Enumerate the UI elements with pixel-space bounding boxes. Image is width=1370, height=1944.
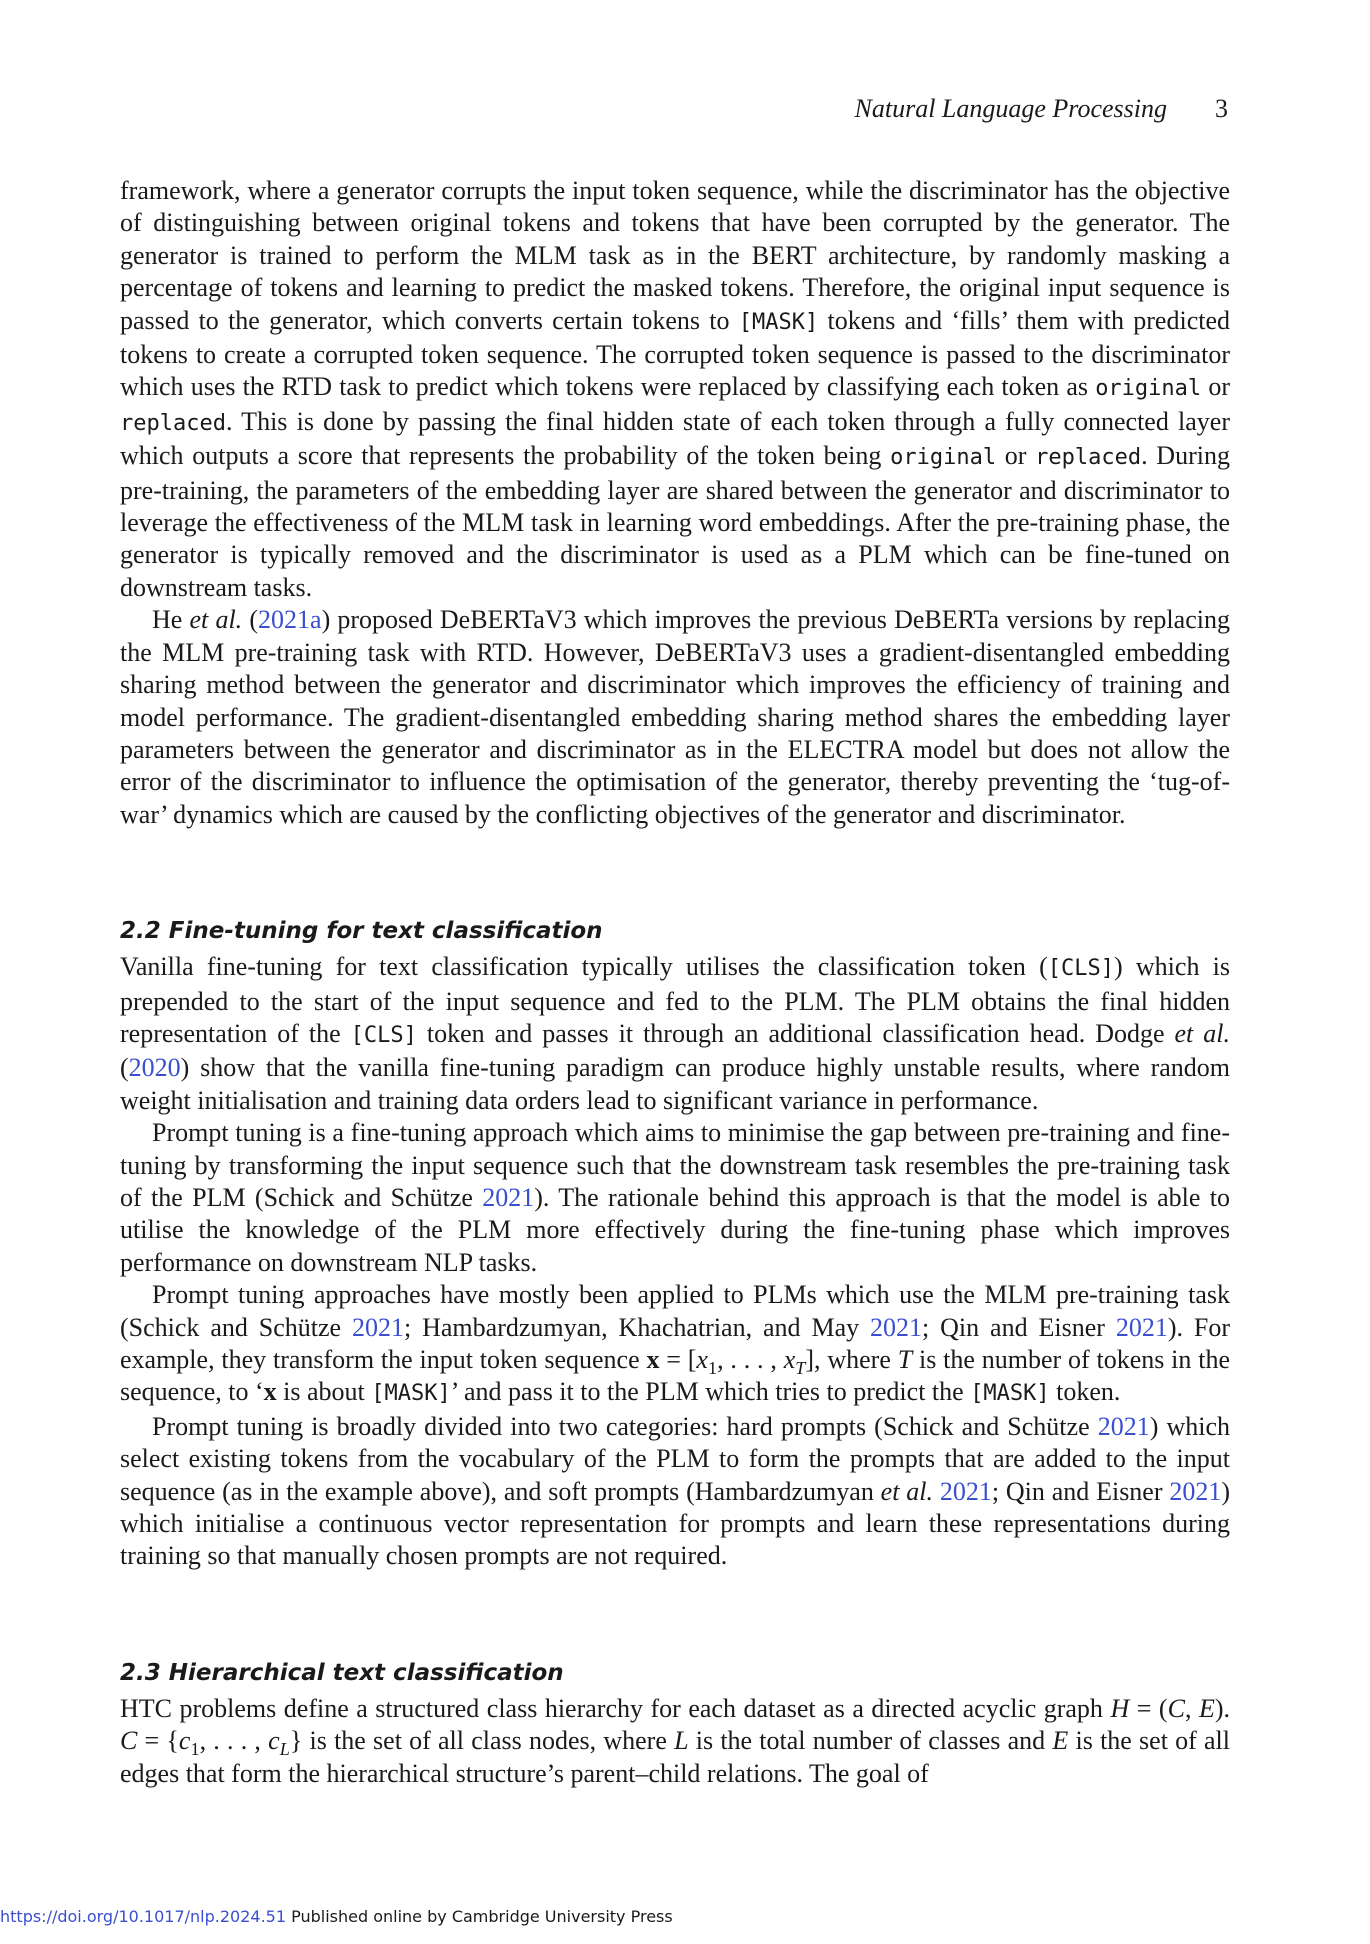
mask-token: [MASK] — [738, 309, 819, 335]
original-token: original — [1095, 376, 1202, 402]
citation-link[interactable]: 2021 — [351, 1312, 404, 1342]
text: or — [1201, 372, 1230, 402]
math-var: c — [268, 1726, 280, 1756]
paragraph-debertav3 — [120, 604, 1230, 831]
text: is about — [276, 1377, 372, 1407]
math-bold-x: x — [646, 1345, 660, 1374]
math-var: x — [783, 1345, 796, 1374]
text: Vanilla fine-tuning for text classification typically utilises the classification token ( — [120, 952, 1048, 982]
text: = { — [137, 1726, 179, 1756]
paragraph-vanilla-finetuning — [120, 951, 1230, 1117]
text: ). — [1214, 1693, 1231, 1723]
text: Prompt tuning approaches have mostly been applied to PLMs which use the MLM pre-training task (Schick and Schütze — [120, 1280, 1230, 1342]
et-al: et al. — [880, 1476, 933, 1506]
paragraph-electra — [120, 175, 1230, 604]
math-subscript: L — [279, 1739, 290, 1760]
text: . During pre-training, the parameters of the embedding layer are shared between the generator and discriminator to leverage the effectiveness of the MLM task in learning word embeddings. After the pre-training phase, the generator is typically removed and the discriminator is used as a PLM which can be fine-tuned on downstream tasks. — [120, 441, 1230, 602]
text: is the set of all edges that form the hierarchical structure’s parent–child relations. The goal of — [120, 1726, 1231, 1788]
original-token: original — [890, 445, 997, 471]
citation-link[interactable]: 2021 — [482, 1182, 535, 1212]
text: ) which initialise a continuous vector representation for prompts and learn these representations during training so that manually chosen prompts are not required. — [120, 1476, 1231, 1571]
text: = ( — [1129, 1693, 1168, 1723]
text: token and passes it through an additional classification head. Dodge — [416, 1018, 1175, 1048]
paragraph-prompt-tuning — [120, 1117, 1230, 1279]
section-number: 2.2 — [120, 918, 161, 945]
math-var: C — [1167, 1693, 1185, 1723]
text: ). The rationale behind this approach is that the model is able to utilise the knowledge of the PLM more effectively during the fine-tuning phase which improves performance on downstream NLP tasks. — [120, 1182, 1230, 1277]
text: ( — [120, 1053, 129, 1083]
math-var: E — [1052, 1726, 1069, 1756]
citation-link[interactable]: 2020 — [128, 1053, 181, 1083]
text: ) show that the vanilla fine-tuning paradigm can produce highly unstable results, where random weight initialisation and training data orders lead to significant variance in performance. — [120, 1053, 1230, 1115]
text: ; Hambardzumyan, Khachatrian, and May — [403, 1312, 871, 1342]
text: token. — [1049, 1377, 1121, 1407]
text: ). For example, they transform the input token sequence — [120, 1312, 1231, 1374]
section-title: Fine-tuning for text classification — [168, 918, 603, 945]
citation-link[interactable]: 2021 — [1115, 1312, 1168, 1342]
page-number: 3 — [1215, 94, 1228, 123]
text: Prompt tuning is broadly divided into two categories: hard prompts (Schick and Schütze — [152, 1411, 1098, 1441]
text: tokens and ‘fills’ them with predicted tokens to create a corrupted token sequence. The corrupted token sequence is passed to the discriminator which uses the RTD task to predict which tokens were replaced by classifying each token as — [120, 305, 1231, 402]
math-var: T — [897, 1345, 913, 1374]
math-subscript: 1 — [707, 1358, 718, 1379]
math-var: c — [178, 1726, 191, 1756]
mask-token: [MASK] — [970, 1381, 1050, 1407]
replaced-token: replaced — [1035, 445, 1142, 471]
et-al: et al. — [1174, 1018, 1230, 1048]
mask-token: [MASK] — [371, 1381, 451, 1407]
math-subscript: 1 — [190, 1739, 200, 1760]
text: ) which select existing tokens from the vocabulary of the PLM to form the prompts that are added to the input sequence (as in the example above), and soft prompts (Hambardzumyan — [120, 1411, 1230, 1506]
text: Prompt tuning is a fine-tuning approach which aims to minimise the gap between pre-training and fine-tuning by transforming the input sequence such that the downstream task resembles the pre-training task of the PLM (Schick and Schütze — [120, 1118, 1230, 1212]
text: } is the set of all class nodes, where — [289, 1726, 675, 1756]
text — [933, 1477, 940, 1506]
replaced-token: replaced — [120, 410, 226, 436]
text: He — [152, 605, 190, 635]
text: ; Qin and Eisner — [922, 1312, 1116, 1342]
cls-token: [CLS] — [1047, 956, 1115, 982]
math-var: L — [674, 1726, 689, 1756]
doi-link[interactable]: https://doi.org/10.1017/nlp.2024.51 — [0, 1907, 287, 1926]
footer — [0, 1907, 673, 1926]
math-var: H — [1110, 1693, 1130, 1723]
text: , — [1184, 1693, 1199, 1723]
text: HTC problems define a structured class hierarchy for each dataset as a directed acyclic graph — [120, 1693, 1111, 1723]
text: ’ and pass it to the PLM which tries to predict the — [450, 1377, 971, 1407]
text: , . . . , — [199, 1726, 269, 1756]
math-subscript: T — [795, 1358, 806, 1379]
text: is the number of tokens in the sequence, to ‘ — [120, 1345, 1230, 1407]
math-var: C — [120, 1726, 138, 1756]
paragraph-prompt-approaches — [120, 1279, 1230, 1411]
paragraph-prompt-categories — [120, 1411, 1230, 1573]
text: ], where — [805, 1345, 898, 1374]
section-heading-2-2 — [120, 915, 1230, 947]
running-title: Natural Language Processing — [854, 94, 1167, 123]
publisher-note: Published online by Cambridge University Press — [286, 1907, 673, 1926]
citation-link[interactable]: 2021 — [870, 1312, 923, 1342]
text: or — [996, 441, 1036, 471]
text: . This is done by passing the final hidden state of each token through a fully connected layer which outputs a score that represents the probability of the token being — [120, 406, 1230, 471]
cls-token: [CLS] — [350, 1022, 417, 1048]
text: ; Qin and Eisner — [991, 1476, 1170, 1506]
citation-link[interactable]: 2021 — [1097, 1411, 1150, 1441]
text: ) proposed DeBERTaV3 which improves the previous DeBERTa versions by replacing the MLM pre-training task with RTD. However, DeBERTaV3 uses a gradient-disentangled embedding sharing method between the generator and discriminator which improves the efficiency of training and model performance. The gradient-disentangled embedding sharing method shares the embedding layer parameters between the generator and discriminator as in the ELECTRA model but does not allow the error of the discriminator to influence the optimisation of the generator, thereby preventing the ‘tug-of-war’ dynamics which are caused by the conflicting objectives of the generator and discriminator. — [120, 605, 1230, 829]
text: = [ — [659, 1345, 697, 1374]
text: is the total number of classes and — [688, 1726, 1053, 1756]
text: , . . . , — [717, 1345, 784, 1374]
citation-link[interactable]: 2021 — [939, 1476, 992, 1506]
citation-link[interactable]: 2021 — [1169, 1476, 1222, 1506]
math-var: E — [1198, 1693, 1215, 1723]
text: framework, where a generator corrupts the input token sequence, while the discriminator has the objective of distinguishing between original tokens and tokens that have been corrupted by the generator. The generator is trained to perform the MLM task as in the BERT architecture, by randomly masking a percentage of tokens and learning to predict the masked tokens. Therefore, the original input sequence is passed to the generator, which converts certain tokens to — [120, 176, 1230, 335]
running-head — [855, 92, 1228, 126]
et-al: et al. — [189, 605, 243, 635]
text: ) which is prepended to the start of the input sequence and fed to the PLM. The PLM obtains the final hidden representation of the — [120, 952, 1230, 1048]
text: ( — [242, 605, 259, 635]
main-text — [120, 175, 1230, 1790]
section-number: 2.3 — [120, 1659, 161, 1686]
math-bold-x: x — [263, 1377, 277, 1407]
math-var: x — [696, 1345, 708, 1374]
paragraph-htc — [120, 1693, 1230, 1790]
section-heading-2-3 — [120, 1657, 1230, 1689]
section-title: Hierarchical text classification — [168, 1659, 564, 1686]
citation-link[interactable]: 2021a — [258, 605, 322, 635]
